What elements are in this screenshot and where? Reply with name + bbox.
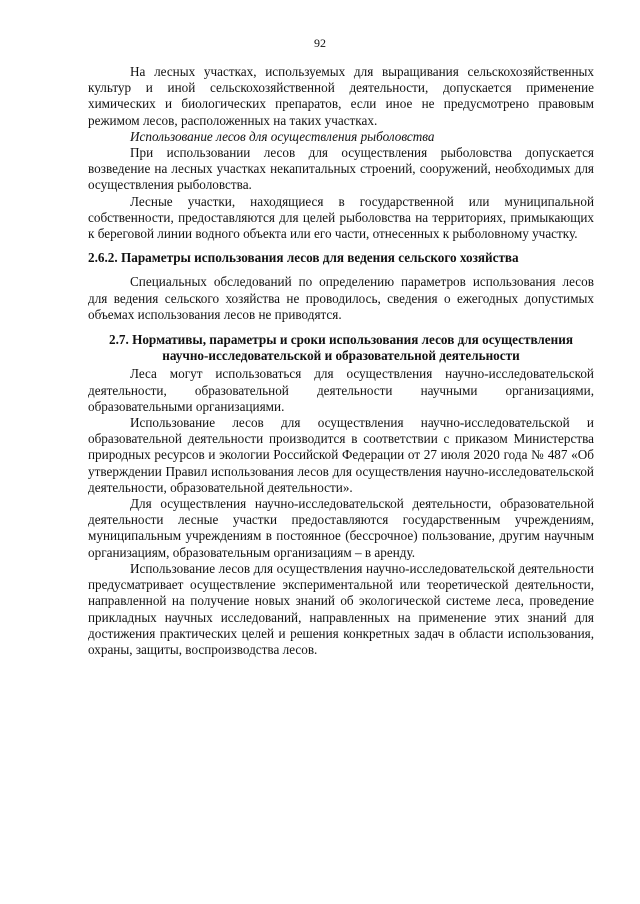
paragraph-fishing-structures: При использовании лесов для осуществления рыболовства допускается возведение на лесных участках некапитальных строений, сооружений, необходимых для осуществления рыболовства. [88, 145, 594, 193]
paragraph-fishing-plots: Лесные участки, находящиеся в государственной или муниципальной собственности, предоставляются для целей рыболовства на территориях, примыкающих к береговой линии водного объекта или его части, отнесенных к рыболовному участку. [88, 193, 594, 242]
paragraph-research-use: Леса могут использоваться для осуществления научно-исследовательской деятельности, образовательной деятельности научными организациями, образовательными организациями. [88, 366, 594, 414]
paragraph-research-order: Использование лесов для осуществления научно-исследовательской и образовательной деятельности производится в соответствии с приказом Министерства природных ресурсов и экологии Российской Федерации от 27 июля 2020 года № 487 «Об утверждении Правил использования лесов для осуществления научно-исследовательской деятельности, образовательной деятельности». [88, 415, 594, 495]
page-number: 92 [314, 36, 326, 50]
paragraph-agricultural-chemicals: На лесных участках, используемых для выращивания сельскохозяйственных культур и иной сельскохозяйственной деятельности, допускается применение химических и биологических препаратов, если иное не предусмотрено правовым режимом лесов, расположенных на таких участках. [88, 64, 594, 128]
section-heading-2-6-2: 2.6.2. Параметры использования лесов для ведения сельского хозяйства [88, 250, 519, 266]
subtitle-fishing: Использование лесов для осуществления рыболовства [130, 128, 435, 144]
paragraph-agriculture-parameters: Специальных обследований по определению параметров использования лесов для ведения сельского хозяйства не проводилось, сведения о ежегодных допустимых объемах использования лесов не приводятся. [88, 274, 594, 322]
paragraph-research-activities: Использование лесов для осуществления научно-исследовательской деятельности предусматривает осуществление экспериментальной или теоретической деятельности, направленной на получение новых знаний об экологической системе леса, проведение прикладных научных исследований, направленных на применение этих знаний для достижения практических целей и решения конкретных задач в области использования, охраны, защиты, воспроизводства лесов. [88, 560, 594, 657]
page-content [88, 64, 594, 658]
section-heading-2-7: 2.7. Нормативы, параметры и сроки использования лесов для осуществления научно-исследовательской и образовательной деятельности [109, 332, 573, 364]
paragraph-research-plots: Для осуществления научно-исследовательской деятельности, образовательной деятельности лесные участки предоставляются государственным учреждениям, муниципальным учреждениям в постоянное (бессрочное) пользование, другим научным организациям, образовательным организациям – в аренду. [88, 496, 594, 560]
